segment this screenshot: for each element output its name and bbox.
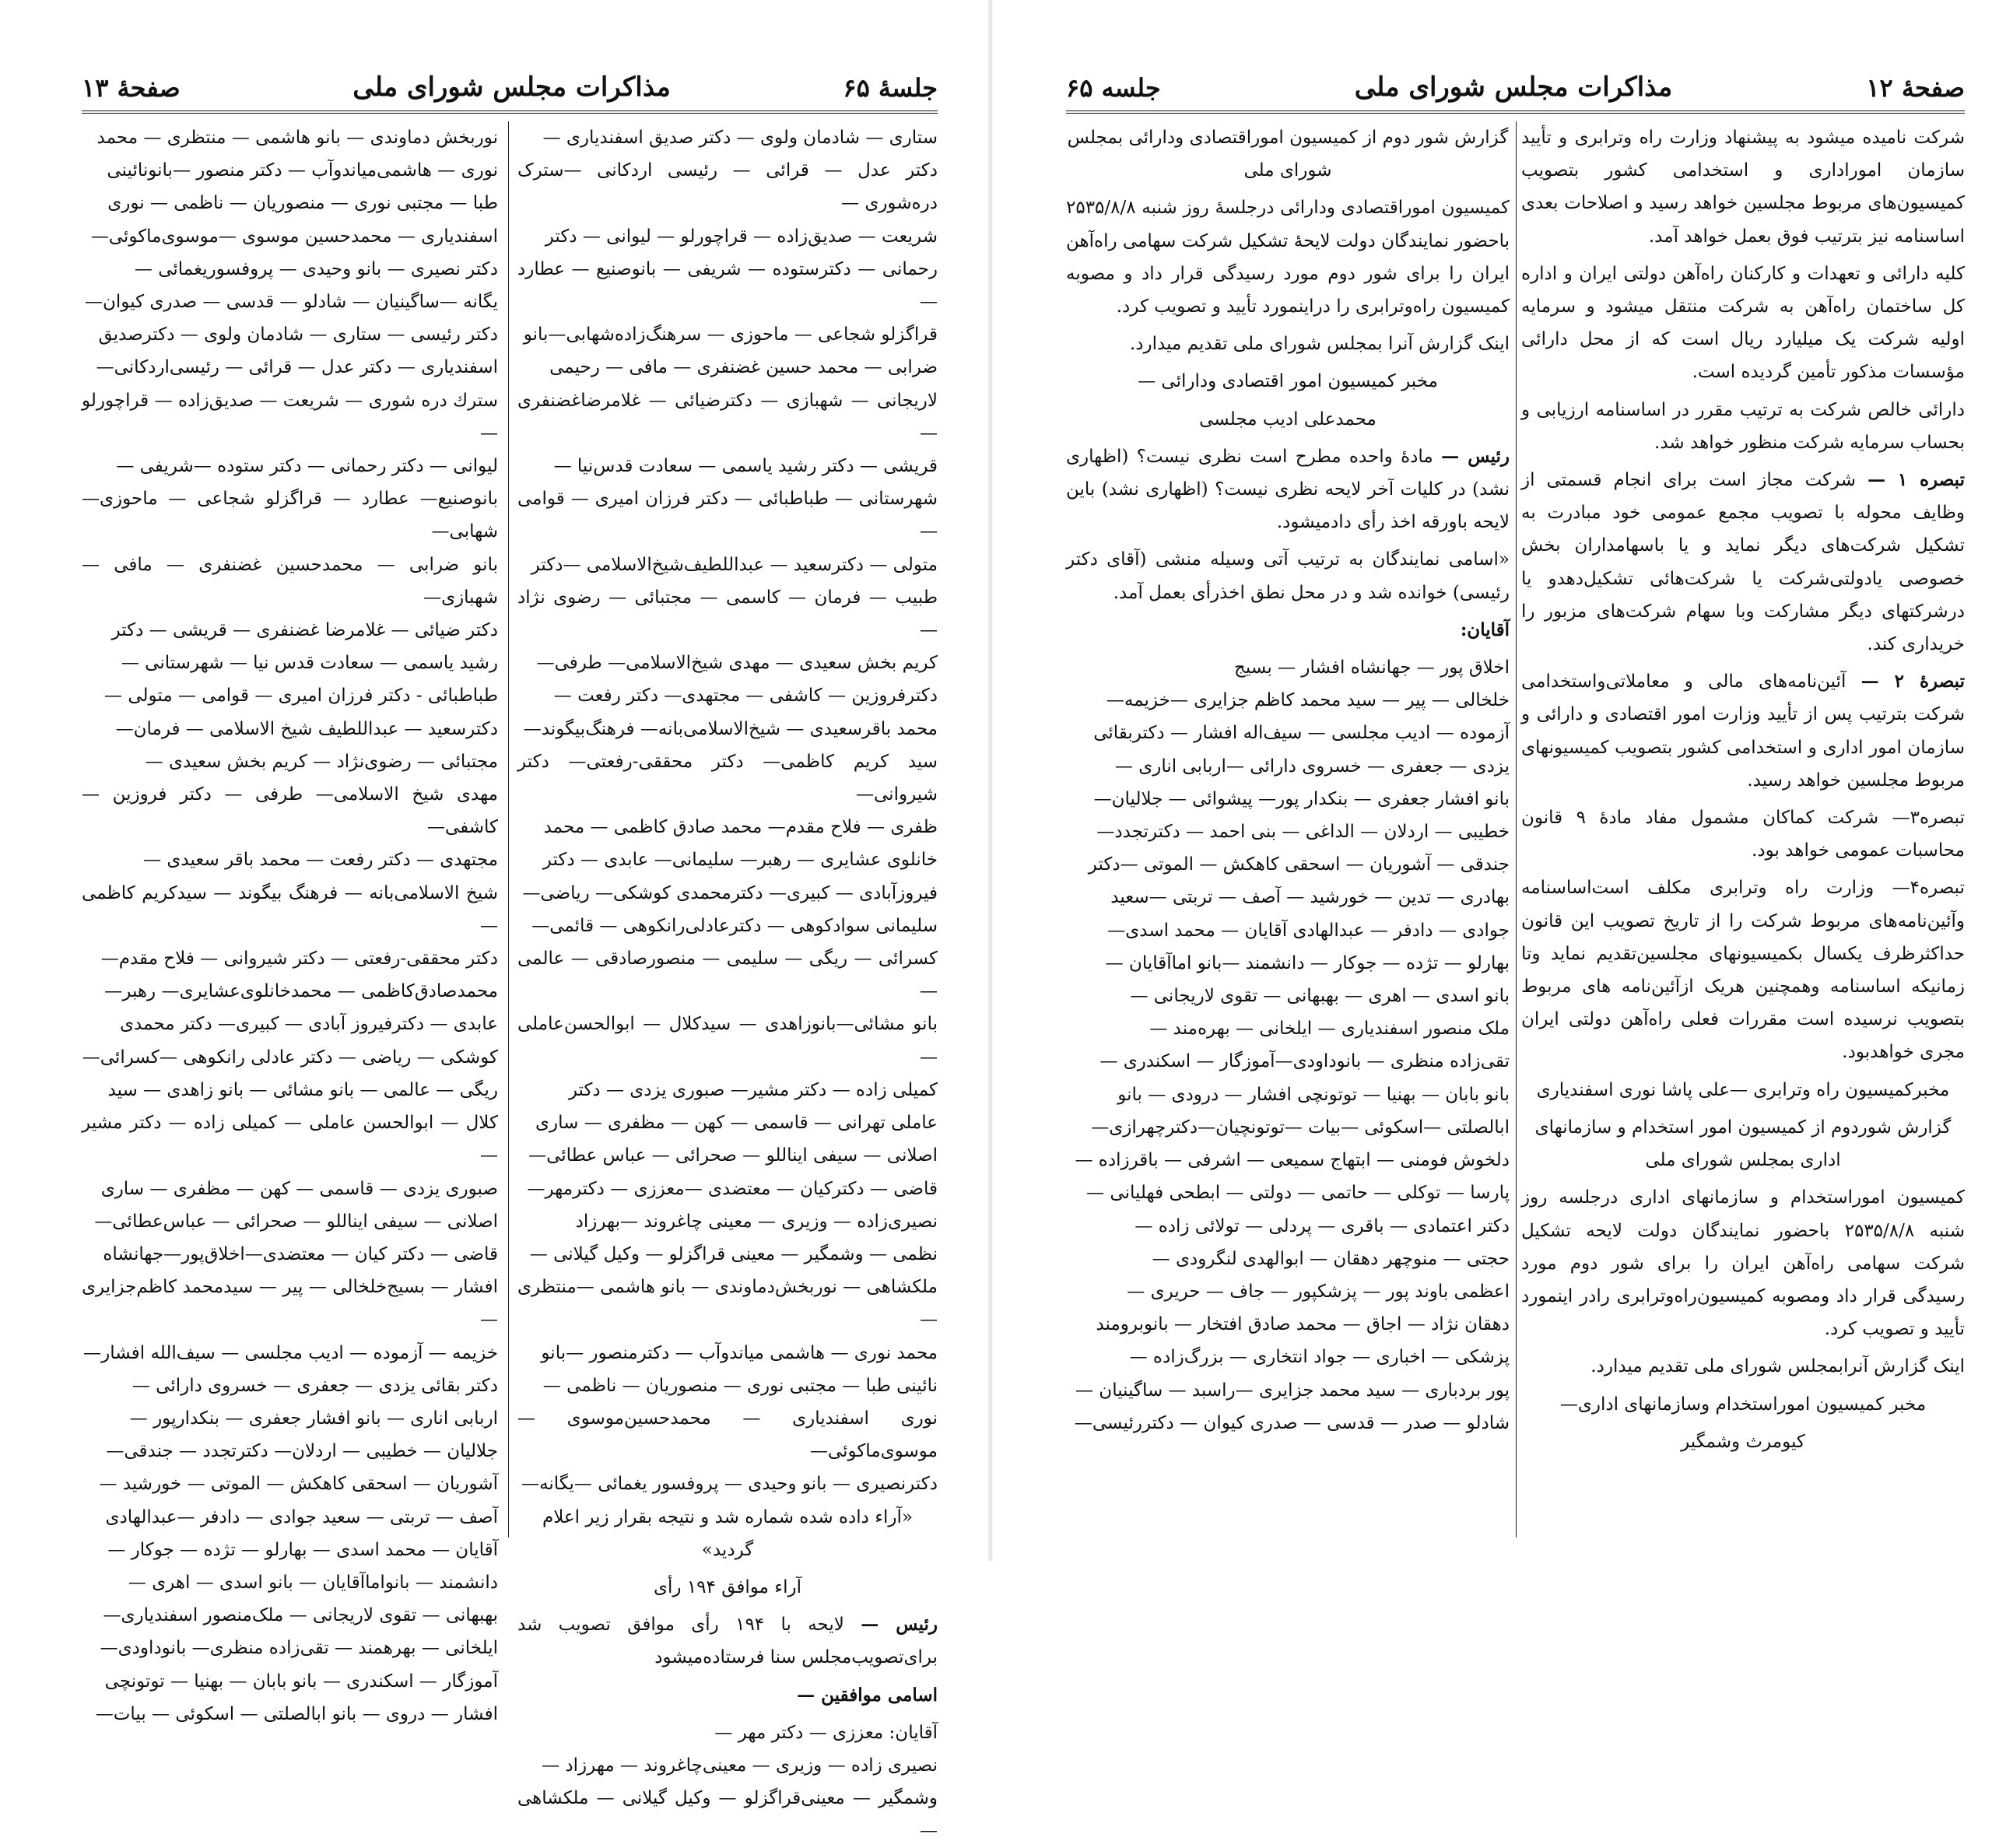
- favor-label: اسامی موافقین —: [797, 1684, 938, 1706]
- votes-announcement: «آراء داده شده شماره شد و نتیجه بقرار زیر اعلام گردید»: [542, 1506, 914, 1560]
- text-line: متولی — دکترسعید — عبداللطیف‌شیخ‌الاسلامی —دکتر: [531, 554, 938, 575]
- page-header: [1066, 62, 1965, 106]
- header-rule: [82, 110, 938, 114]
- rapporteur-signature: مخبرکمیسیون راه وترابری —علی پاشا نوری اسفندیاری: [1536, 1079, 1950, 1100]
- text-line: نظمی — وشمگیر — معینی قراگزلو — وکیل گیلانی —: [529, 1243, 938, 1264]
- text-line: آزموده — ادیب مجلسی — سیف‌اله افشار — دکتربقائی: [1093, 723, 1510, 744]
- text-line: پور بردباری — سید محمد جزایری —راسبد — ساگینیان —: [1075, 1380, 1510, 1401]
- text-line: افشار — بسیج‌خلخالی — پیر — سیدمحمد کاظم‌جزایری—: [82, 1277, 498, 1331]
- rapporteur-title: مخبر کمیسیون اموراستخدام وسازمانهای اداری—: [1559, 1394, 1927, 1415]
- text-line: سترك دره شوری — شریعت — صدیق‌زاده — قراچورلو —: [82, 390, 498, 444]
- text-line: لیوانی — دکتر رحمانی — دکتر ستوده —شریفی —: [116, 456, 498, 477]
- text-line: کریم بخش سعیدی — مهدی شیخ‌الاسلامی— طرفی—: [536, 653, 938, 674]
- text-line: رشید یاسمی — سعادت قدس نیا — شهرستانی —: [121, 653, 498, 674]
- text-line: کمیلی زاده — دکتر مشیر— صبوری یزدی — دکتر: [568, 1079, 938, 1100]
- attendees-label: آقایان:: [1460, 619, 1510, 640]
- text-line: صبوری یزدی — قاسمی — کهن — مظفری — ساری: [100, 1178, 498, 1199]
- statement-text: لایحه با ۱۹۴ رأی موافق تصویب شد برای‌تصویب‌مجلس سنا فرستاده‌میشود: [517, 1615, 938, 1668]
- attendees-heading: [1066, 614, 1510, 647]
- text-line: اصلانی — سیفی ایناللو — صحرائی — عباس عطائی—: [528, 1145, 938, 1166]
- text-line: بانو افشار جعفری — بنکدار پور— پیشوائی — جلالیان—: [1093, 788, 1510, 809]
- speaker-label: رئیس —: [1441, 445, 1510, 467]
- paragraph: کلیه دارائی و تعهدات و کارکنان راه‌آهن دولتی ایران و اداره کل ساختمان راه‌آهن به شرکت منتقل میشود و سرمایه اولیه شرکت یک میلیارد ریال است که از محل دارائی مؤسسات مذکور تأمین گردیده است.: [1521, 263, 1965, 383]
- text-line: خطیبی — اردلان — الداغی — بنی احمد — دکترتجدد—: [1096, 822, 1510, 843]
- text-line: آموزگار — اسکندری — بانو بابان — بهنیا — توتونچی: [104, 1671, 498, 1692]
- text-line: ابالصلتی —اسکوئی —بیات —توتونچیان—دکترچهرازی—: [1091, 1117, 1510, 1138]
- text-line: آقایان: معززی — دکتر مهر —: [714, 1722, 938, 1743]
- text-line: وشمگیر — معینی‌قراگزلو — وکیل گیلانی — ملکشاهی—: [517, 1788, 938, 1842]
- text-line: سلیمانی سوادکوهی — دکترعادلی‌رانکوهی — قائمی—: [531, 915, 938, 936]
- text-line: اسفندیاری — محمدحسین موسوی —موسوی‌ماکوئی—: [90, 226, 498, 247]
- header-rule: [1066, 110, 1965, 114]
- right-page: [1066, 62, 1965, 1541]
- text-line: محمد نوری — هاشمی میاندوآب — دکترمنصور —بانو: [541, 1342, 938, 1363]
- text-line: نوربخش دماوندی — بانو هاشمی — منتظری — محمد: [96, 128, 498, 148]
- text-line: ملک منصور اسفندیاری — ایلخانی — بهره‌مند —: [1149, 1019, 1510, 1040]
- text-line: دکترفروزین — کاشفی — مجتهدی— دکتر رفعت —: [553, 686, 938, 707]
- text-line: بانو اسدی — اهری — بهبهانی — تقوی لاریجانی —: [1130, 986, 1510, 1007]
- text-line: دکتر نصیری — بانو وحیدی — پروفسوریغمائی —: [134, 258, 498, 279]
- paragraph: اینک گزارش آنرا بمجلس شورای ملی تقدیم میدارد.: [1129, 334, 1510, 355]
- text-line: جلالیان — خطیبی — اردلان— دکترتجدد — جندقی—: [106, 1441, 498, 1462]
- text-line: عاملی تهرانی — قاسمی — کهن — مظفری — ساری: [535, 1113, 938, 1134]
- text-line: مجتهدی — دکتر رفعت — محمد باقر سعیدی —: [143, 850, 498, 871]
- text-line: کسرائی — ریگی — سلیمی — منصورصادقی — عالمی —: [517, 949, 938, 1002]
- text-line: ملکشاهی — نوربخش‌دماوندی — بانو هاشمی —منتظری—: [517, 1277, 938, 1331]
- right-column: [1521, 121, 1965, 1463]
- text-line: نصیری‌زاده — وزیری — معینی چاغروند —بهرزاد: [575, 1211, 938, 1232]
- text-line: بانو بابان — بهنیا — توتونچی افشار — درودی — بانو: [1117, 1084, 1510, 1105]
- text-line: بهارلو — تژده — جوکار — دانشمند —بانو اماآقایان —: [1105, 952, 1510, 973]
- report-title: گزارش شور دوم از کمیسیون اموراقتصادی ودارائی بمجلس شورای ملی: [1067, 128, 1509, 181]
- text-line: شیخ الاسلامی‌بانه — فرهنگ بیگوند — سیدکریم کاظمی—: [82, 882, 498, 936]
- rapporteur-name: کیومرث وشمگیر: [1681, 1431, 1805, 1452]
- column-divider: [508, 121, 509, 1538]
- president-statement: [1066, 440, 1510, 539]
- statement-text: مادهٔ واحده مطرح است نظری نیست؟ (اظهاری نشد) در کلیات آخر لایحه نظری نیست؟ (اظهاری نشد) باین لایحه باورقه اخذ رأی دادمیشود.: [1066, 446, 1510, 533]
- text-line: ایلخانی — بهرهمند — تقی‌زاده منظری— بانوداودی—: [100, 1638, 498, 1659]
- left-column: [82, 121, 498, 1731]
- text-line: بانو مشائی—بانوزاهدی — سیدکلال — ابوالحسن‌عاملی—: [517, 1014, 938, 1068]
- note-3: تبصره۳— شرکت کماکان مشمول مفاد مادهٔ ۹ قانون محاسبات عمومی خواهد بود.: [1521, 808, 1965, 861]
- rapporteur-name: محمدعلی ادیب مجلسی: [1199, 409, 1377, 430]
- note-label: تبصرهٔ ۲ —: [1860, 671, 1965, 693]
- note-4: تبصره۴— وزارت راه وترابری مکلف است‌اساسنامه وآئین‌نامه‌های مربوط شرکت را از تاریخ تصویب این قانون حداکثرظرف یکسال بکمیسیونهای مجلسین‌تقدیم نماید وتا زمانیکه اساسنامه وهمچنین هریک ازآئین‌نامه های مربوط بتصویب نرسیده است مقررات فعلی راه‌آهن دولتی ایران مجری خواهدبود.: [1521, 878, 1965, 1063]
- text-line: مجتبائی — رضوی‌نژاد — کریم بخش سعیدی —: [145, 751, 498, 772]
- text-line: پزشکی — اخباری — جواد انتخاری — بزرگ‌زاده —: [1129, 1347, 1510, 1368]
- text-line: دکترسعید — عبداللطیف شیخ الاسلامی — فرمان—: [115, 718, 498, 739]
- text-line: لاریجانی — شهبازی — دکترضیائی — غلامرضاغضنفری—: [517, 390, 938, 444]
- left-page: [82, 62, 938, 1842]
- note-2: [1521, 665, 1965, 797]
- text-line: حجتی — منوچهر دهقان — ابوالهدی لنگرودی —: [1152, 1248, 1510, 1269]
- rapporteur-title: مخبر کمیسیون امور اقتصادی ودارائی —: [1138, 371, 1438, 392]
- text-line: خلخالی — پیر — سید محمد کاظم جزایری —خزیمه—: [1106, 690, 1510, 711]
- text-line: نوری — هاشمی‌میاندوآب — دکتر منصور —بانونائینی: [107, 160, 498, 181]
- text-line: یگانه —ساگینیان — شادلو — قدسی — صدری کیوان—: [85, 292, 498, 313]
- text-line: ریگی — عالمی — بانو مشائی — بانو زاهدی — سید: [107, 1079, 498, 1100]
- text-line: بانوصنیع— عطارد — قراگزلو شجاعی — ماحوزی—شهابی—: [82, 489, 498, 542]
- text-line: ظفری — فلاح مقدم— محمد صادق کاظمی — محمد: [543, 817, 938, 838]
- text-line: خانلوی عشایری — رهبر— سلیمانی— عابدی — دکتر: [542, 850, 938, 871]
- text-line: ضرابی — محمد حسین غضنفری — مافی — رحیمی: [549, 357, 938, 378]
- text-line: دکتر اعتمادی — باقری — پردلی — تولائی زاده —: [1135, 1215, 1510, 1236]
- text-line: دکتر محققی-رفعتی — دکتر شیروانی — فلاح مقدم—: [100, 949, 498, 970]
- paragraph: دارائی خالص شرکت به ترتیب مقرر در اساسنامه ارزیابی و بحساب سرمایه شرکت منظور خواهد شد.: [1521, 399, 1965, 453]
- page-header: [82, 62, 938, 106]
- text-line: طبا — مجتبی نوری — منصوریان — ناظمی — نوری: [107, 193, 498, 214]
- text-line: محمد باقرسعیدی — شیخ‌الاسلامی‌بانه— فرهنگ‌بیگوند—: [523, 718, 938, 739]
- text-line: قاضی — دکترکیان — معتضدی —معززی — دکترمهر—: [527, 1178, 938, 1199]
- text-line: رحمانی — دکترستوده — شریفی — بانوصنیع — عطارد—: [517, 258, 938, 313]
- note-label: تبصره ۱ —: [1868, 469, 1966, 491]
- text-line: خزیمه — آزموده — ادیب مجلسی — سیف‌الله افشار—: [83, 1342, 498, 1363]
- text-line: عابدی — دکترفیروز آبادی — کبیری— دکتر محمدی: [120, 1014, 498, 1035]
- text-line: جوادی — دادفر — عبدالهادی آقایان — محمد اسدی—: [1107, 920, 1510, 941]
- text-line: دکتر رئیسی — ستاری — شادمان ولوی — دکترصدیق: [98, 324, 498, 345]
- paragraph: کمیسیون اموراقتصادی ودارائی درجلسهٔ روز شنبه ۲۵۳۵/۸/۸ باحضور نمایندگان دولت لایحهٔ تشکیل شرکت سهامی راه‌آهن ایران را برای شور دوم مورد رسیدگی قرار داد و مصوبه کمیسیون راه‌وترابری را دراینمورد تأیید و تصویب کرد.: [1066, 198, 1510, 317]
- text-line: قریشی — دکتر رشید یاسمی — سعادت قدس‌نیا —: [553, 456, 938, 477]
- page-title: مذاکرات مجلس شورای ملی: [352, 72, 671, 103]
- text-line: کوشکی — ریاضی — دکتر عادلی رانکوهی —کسرائی—: [82, 1047, 498, 1068]
- paragraph: کمیسیون اموراستخدام و سازمانهای اداری درجلسه روز شنبه ۲۵۳۵/۸/۸ باحضور نمایندگان دولت لایحه تشکیل شرکت سهامی راه‌آهن ایران را برای شور دوم مورد رسیدگی قرار داد ومصوبه کمیسیون‌راه‌وترابری رادر اینمورد تأیید و تصویب کرد.: [1521, 1187, 1966, 1340]
- text-line: دکتر ضیائی — غلامرضا غضنفری — قریشی — دکتر: [111, 620, 498, 641]
- left-column: [1066, 121, 1510, 1439]
- text-line: شریعت — صدیق‌زاده — قراچورلو — لیوانی — دکتر: [545, 226, 938, 247]
- text-line: اسفندیاری — دکتر عدل — قرائی — رئیسی‌اردکانی—: [96, 357, 498, 378]
- text-line: اعظمی باوند پور — پزشکپور — جاف — حریری —: [1127, 1281, 1510, 1302]
- votes-count: آراء موافق ۱۹۴ رأی: [654, 1576, 801, 1597]
- text-line: آشوریان — اسحقی کاهکش — الموتی — خورشید —: [99, 1474, 498, 1495]
- text-line: دکترنصیری — بانو وحیدی — پروفسور یغمائی —یگانه—: [521, 1474, 938, 1495]
- text-line: محمدصادق‌کاظمی — محمدخانلوی‌عشایری— رهبر—: [104, 981, 498, 1002]
- text-line: تقی‌زاده منظری — بانوداودی—آموزگار — اسکندری —: [1099, 1051, 1510, 1072]
- text-line: قراگزلو شجاعی — ماحوزی — سرهنگ‌زاده‌شهابی—بانو: [523, 324, 938, 345]
- text-line: نائینی طبا — مجتبی نوری — منصوریان — ناظمی —: [542, 1375, 938, 1396]
- text-line: قاضی — دکتر کیان — معتضدی—اخلاق‌پور—جهانشاه: [103, 1243, 498, 1264]
- note-text: آئین‌نامه‌های مالی و معاملاتی‌واستخدامی شرکت بترتیب پس از تأیید وزارت امور اقتصادی و دارائی و سازمان امور اداری و استخدامی کشور بتصویب کمیسیونهای مربوط مجلسین خواهد رسید.: [1521, 672, 1965, 791]
- names-list: [517, 121, 938, 1501]
- text-line: دکتر بقائی یزدی — جعفری — خسروی دارائی —: [132, 1375, 498, 1396]
- text-line: دکتر عدل — قرائی — رئیسی اردکانی —سترک دره‌شوری —: [517, 160, 938, 214]
- paragraph: شرکت نامیده میشود به پیشنهاد وزارت راه وترابری و تأیید سازمان اموراداری و استخدامی کشور بتصویب کمیسیون‌های مربوط مجلسین خواهد رسید و اصلاحات بعدی اساسنامه نیز بترتیب فوق بعمل خواهد آمد.: [1521, 128, 1965, 247]
- text-line: بهادری — تدین — خورشید — آصف — تربتی —سعید: [1110, 887, 1510, 908]
- text-line: دهقان نژاد — اجاق — محمد صادق افتخار — بانوبرومند: [1096, 1314, 1510, 1335]
- text-line: ستاری — شادمان ولوی — دکتر صدیق اسفندیاری —: [542, 128, 938, 148]
- text-line: مهدی شیخ الاسلامی— طرفی — دکتر فروزین — کاشفی—: [82, 784, 498, 838]
- text-line: اصلانی — سیفی ایناللو — صحرائی — عباس‌عطائی—: [94, 1211, 498, 1232]
- text-line: بانو ضرابی — محمدحسین غضنفری — مافی — شهبازی—: [82, 554, 498, 608]
- names-list: [82, 121, 498, 1731]
- text-line: جندقی — آشوریان — اسحقی کاهکش — الموتی —دکتر: [1088, 854, 1510, 875]
- text-line: نوری اسفندیاری — محمدحسین‌موسوی —موسوی‌ماکوئی—: [517, 1408, 938, 1462]
- right-column: [517, 121, 938, 1848]
- page-number: صفحهٔ ۱۳: [82, 73, 181, 103]
- favor-list: [517, 1717, 938, 1848]
- president-statement: [517, 1608, 938, 1674]
- text-line: اربابی اناری — بانو افشار جعفری — بنکدارپور —: [129, 1408, 498, 1429]
- text-line: کلال — ابوالحسن عاملی — کمیلی زاده — دکتر مشیر—: [82, 1113, 498, 1166]
- text-line: طباطبائی - دکتر فرزان امیری — قوامی — متولی —: [104, 686, 498, 707]
- text-line: آصف — تربتی — سعید جوادی — دادفر —عبدالهادی: [105, 1506, 498, 1527]
- page-gutter: [988, 0, 993, 1561]
- attendees-list: [1066, 651, 1510, 1439]
- text-line: سید کریم کاظمی— دکتر محققی-رفعتی— دکتر شیروانی—: [517, 751, 938, 805]
- text-line: شهرستانی — طباطبائی — دکتر فرزان امیری — قوامی —: [517, 489, 938, 542]
- text-line: افشار — دروی — بانو ابالصلتی — اسکوئی — بیات—: [95, 1703, 498, 1724]
- page-title: مذاکرات مجلس شورای ملی: [1354, 72, 1673, 103]
- roll-call-note: «اسامی نمایندگان به ترتیب آتی وسیله منشی (آقای دکتر رئیسی) خوانده شد و در محل نطق اخذرأی بعمل آمد.: [1066, 549, 1510, 603]
- text-line: فیروزآبادی — کبیری— دکترمحمدی کوشکی— ریاضی—: [522, 882, 938, 903]
- column-divider: [1516, 121, 1517, 1538]
- favor-heading: [517, 1679, 938, 1712]
- text-line: پارسا — توکلی — حاتمی — دولتی — ابطحی فهلیانی —: [1086, 1183, 1510, 1204]
- session-number: جلسه ۶۵: [1066, 73, 1161, 103]
- text-line: اخلاق پور — جهانشاه افشار — بسیج: [1234, 657, 1510, 679]
- text-line: دلخوش فومنی — ابتهاج سمیعی — اشرفی — باقرزاده —: [1075, 1150, 1510, 1171]
- speaker-label: رئیس —: [861, 1614, 938, 1636]
- report-title: گزارش شوردوم از کمیسیون امور استخدام و سازمانهای اداری بمجلس شورای ملی: [1534, 1117, 1952, 1171]
- note-text: شرکت مجاز است برای انجام قسمتی از وظایف محوله با تصویب مجمع عمومی خود مبادرت به تشکیل شرکت‌های دیگر نماید و یا باسهامداران بخش خصوصی یادولتی‌شرکت یا شرکت‌هائی تشکیل‌دهدو یا درشرکتهای دیگر مشارکت وبا سهام شرکت‌های مزبور را خریداری کند.: [1521, 470, 1965, 655]
- note-1: [1521, 464, 1965, 661]
- paragraph: اینک گزارش آنرابمجلس شورای ملی تقدیم میدارد.: [1590, 1356, 1965, 1377]
- text-line: یزدی — جعفری — خسروی دارائی —اربابی اناری —: [1114, 756, 1510, 777]
- text-line: بهبهانی — تقوی لاریجانی — ملک‌منصور اسفندیاری—: [103, 1605, 498, 1626]
- text-line: دانشمند — بانواماآقایان — بانو اسدی — اهری —: [128, 1572, 498, 1593]
- text-line: شادلو — صدر — قدسی — صدری کیوان — دکتررئیسی—: [1074, 1412, 1510, 1433]
- text-line: نصیری زاده — وزیری — معینی‌چاغروند — مهرزاد —: [542, 1755, 938, 1776]
- text-line: آقایان — محمد اسدی — بهارلو — تژده — جوکار —: [107, 1539, 498, 1560]
- session-number: جلسهٔ ۶۵: [843, 73, 938, 103]
- text-line: طبیب — فرمان — کاسمی — مجتبائی — رضوی نژاد —: [517, 587, 938, 641]
- page-number: صفحهٔ ۱۲: [1866, 73, 1965, 103]
